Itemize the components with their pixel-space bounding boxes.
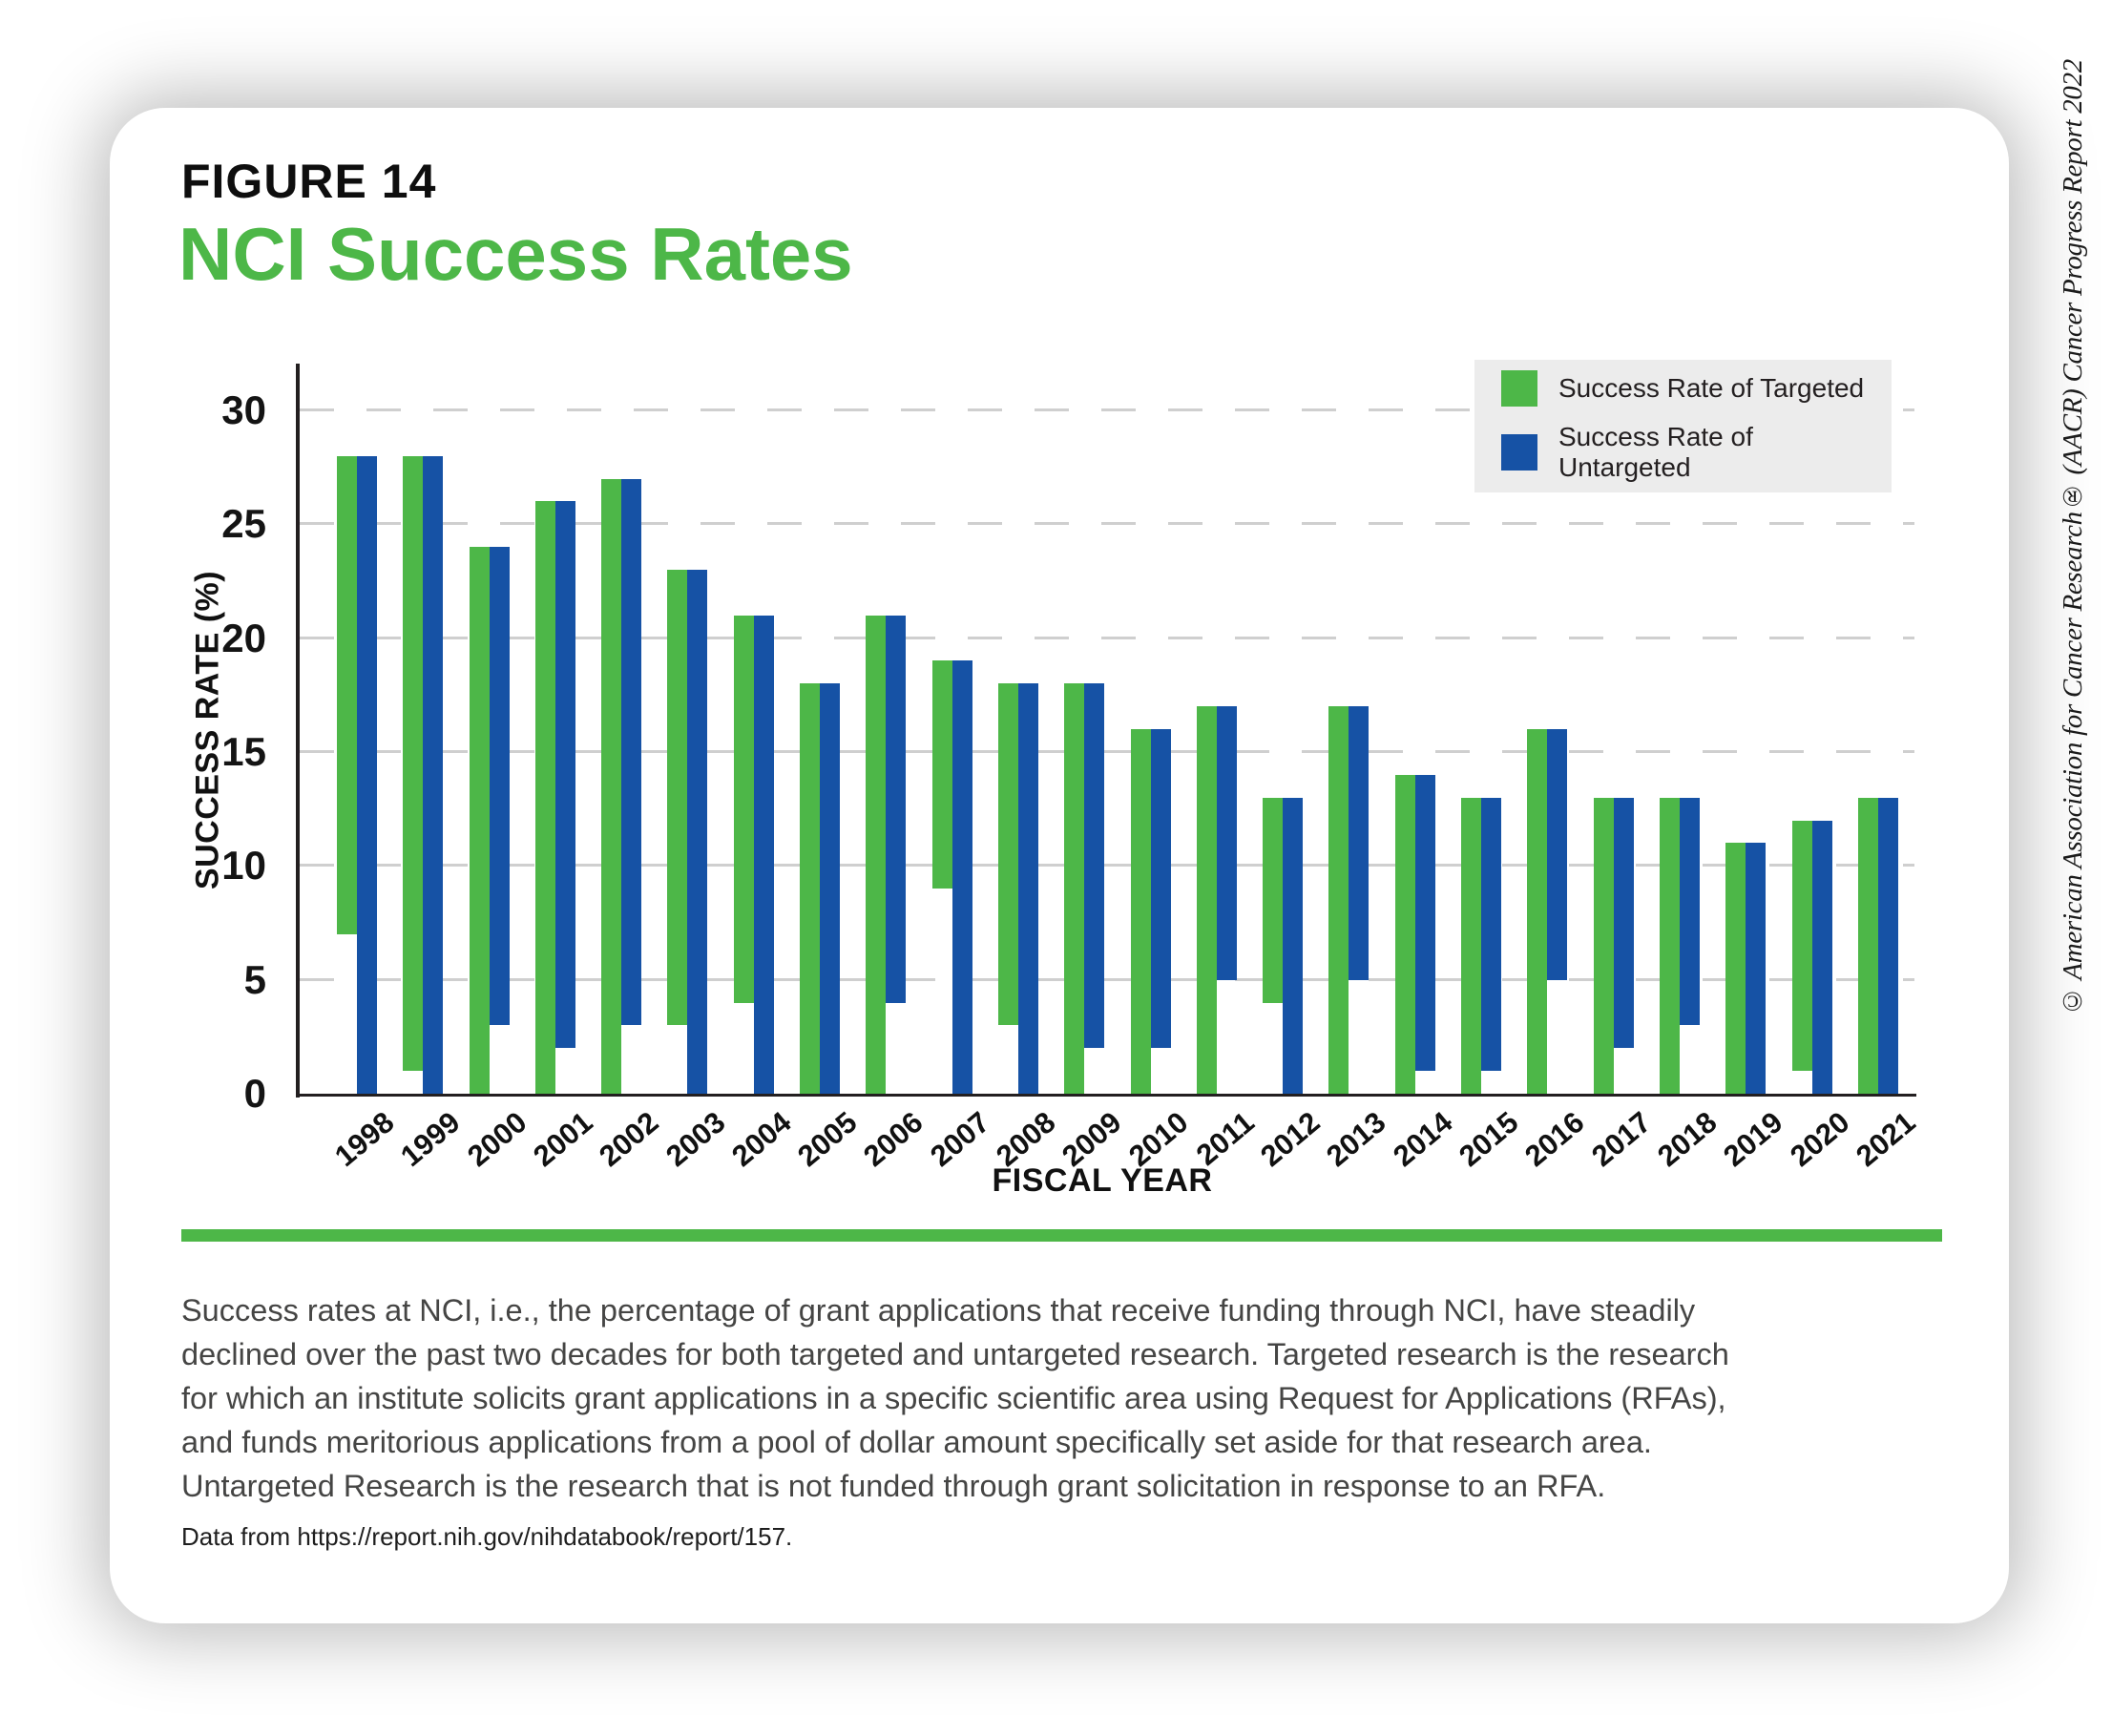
caption-line: and funds meritorious applications from a pool of dollar amount specifically set aside for that research area. [181, 1425, 1652, 1459]
bar-group [1725, 843, 1766, 1094]
x-tick-cell [923, 1094, 996, 1199]
bar-group [1131, 729, 1171, 1094]
bar [1594, 798, 1614, 1094]
bar [886, 616, 906, 1003]
x-tick-cell [1651, 1094, 1724, 1199]
bar [667, 570, 687, 1025]
bar-group [1461, 798, 1501, 1094]
x-tick-label: 1998 [328, 1105, 401, 1174]
bar [998, 683, 1018, 1025]
x-tick-label: 2018 [1651, 1105, 1724, 1174]
bar [423, 456, 443, 1094]
bar [1614, 798, 1634, 1049]
bar-group [1858, 798, 1898, 1094]
x-tick-label: 2008 [990, 1105, 1062, 1174]
x-tick-label: 2019 [1717, 1105, 1789, 1174]
bar [470, 547, 490, 1094]
bar [1131, 729, 1151, 1094]
bar-group [1527, 729, 1567, 1094]
bar [555, 501, 575, 1048]
bar [1746, 843, 1766, 1094]
x-tick-cell [1717, 1094, 1789, 1199]
bar-group [601, 479, 641, 1094]
bar [1084, 683, 1104, 1048]
y-tick-label: 10 [221, 843, 266, 889]
bar [490, 547, 510, 1025]
x-tick-label: 2007 [923, 1105, 996, 1174]
bar [1725, 843, 1746, 1094]
bar [1349, 706, 1369, 979]
bar-group [866, 616, 906, 1094]
bar [1217, 706, 1237, 979]
x-tick-label: 2011 [1189, 1105, 1261, 1173]
bar [866, 616, 886, 1094]
bar [1064, 683, 1084, 1094]
caption-line: Untargeted Research is the research that is not funded through grant solicitation in response to an RFA. [181, 1469, 1606, 1503]
bar [621, 479, 641, 1026]
x-tick-cell [724, 1094, 798, 1199]
bar [734, 616, 754, 1003]
x-tick-cell [593, 1094, 665, 1199]
x-tick-label: 2001 [527, 1105, 599, 1174]
bar [1547, 729, 1567, 980]
x-tick-label: 2016 [1518, 1105, 1591, 1174]
bar [1263, 798, 1283, 1003]
x-tick-label: 2004 [724, 1105, 798, 1174]
x-tick-cell [1254, 1094, 1327, 1199]
caption-line: declined over the past two decades for both targeted and untargeted research. Targeted research is the research [181, 1337, 1729, 1371]
y-tick-label: 0 [243, 1071, 266, 1116]
bar-group [1263, 798, 1303, 1094]
x-tick-label: 2009 [1056, 1105, 1128, 1174]
bar-group [1064, 683, 1104, 1094]
x-tick-cell [460, 1094, 533, 1199]
copyright-credit: © American Association for Cancer Research® (AACR) Cancer Progress Report 2022 [2058, 59, 2088, 1016]
bar [1858, 798, 1878, 1094]
bar-group [1792, 821, 1832, 1094]
bar-group [800, 683, 840, 1094]
y-tick-label: 15 [221, 728, 266, 774]
bar [1461, 798, 1481, 1094]
bar [1415, 775, 1435, 1071]
x-tick-label: 2015 [1453, 1105, 1525, 1174]
caption-line: Success rates at NCI, i.e., the percentage of grant applications that receive funding through NCI, have steadily [181, 1293, 1696, 1328]
bar [1660, 798, 1680, 1094]
x-tick-cell [1320, 1094, 1392, 1199]
bar [1481, 798, 1501, 1071]
x-tick-label: 2017 [1584, 1105, 1658, 1174]
bar [337, 456, 357, 934]
bar-group [667, 570, 707, 1094]
x-tick-label: 2006 [857, 1105, 930, 1174]
bar [687, 570, 707, 1094]
bar [1527, 729, 1547, 1094]
x-tick-label: 2014 [1386, 1105, 1459, 1174]
bar [1792, 821, 1812, 1072]
page-title: NCI Success Rates [178, 212, 853, 296]
caption-line: for which an institute solicits grant applications in a specific scientific area using Request for Applications (RFAs), [181, 1381, 1726, 1415]
x-tick-cell [791, 1094, 864, 1199]
x-tick-label: 2012 [1254, 1105, 1327, 1174]
caption [181, 1288, 1956, 1508]
bar [932, 660, 952, 889]
bar-group [734, 616, 774, 1094]
x-tick-label: 2003 [659, 1105, 731, 1174]
bar [1680, 798, 1700, 1026]
x-tick-label: 2013 [1320, 1105, 1392, 1174]
y-tick-label: 20 [221, 615, 266, 660]
y-tick-label: 30 [221, 387, 266, 432]
x-tick-cell [1849, 1094, 1922, 1199]
y-tick-label: 25 [221, 501, 266, 547]
x-tick-cell [857, 1094, 930, 1199]
legend-label: Success Rate of Untargeted [1558, 421, 1753, 482]
x-tick-cell [328, 1094, 401, 1199]
y-tick-label: 5 [243, 956, 266, 1002]
bar [535, 501, 555, 1094]
bar [1328, 706, 1349, 1094]
x-tick-cell [1783, 1094, 1856, 1199]
legend-label: Success Rate of Targeted [1558, 372, 1865, 403]
x-tick-label: 2002 [593, 1105, 665, 1174]
bar [357, 456, 377, 1094]
x-tick-label: 1999 [394, 1105, 467, 1174]
figure-card [110, 108, 2009, 1623]
bar [952, 660, 972, 1094]
bar [1151, 729, 1171, 1048]
bar [601, 479, 621, 1094]
bar-group [1197, 706, 1237, 1094]
x-tick-label: 2021 [1849, 1105, 1922, 1174]
bar [1197, 706, 1217, 1094]
bar-group [535, 501, 575, 1094]
x-axis-title: FISCAL YEAR [992, 1162, 1213, 1199]
bar [1395, 775, 1415, 1094]
bar [1878, 798, 1898, 1094]
x-tick-label: 2000 [460, 1105, 533, 1174]
bar-group [932, 660, 972, 1094]
bar [754, 616, 774, 1094]
legend-item-targeted [1501, 370, 1892, 407]
bar-group [403, 456, 443, 1094]
x-tick-cell [1584, 1094, 1658, 1199]
y-axis-title: SUCCESS RATE (%) [189, 570, 226, 890]
targeted-swatch-icon [1501, 370, 1537, 407]
bar-group [1594, 798, 1634, 1094]
x-tick-label: 2020 [1783, 1105, 1856, 1174]
data-source: Data from https://report.nih.gov/nihdatabook/report/157. [181, 1522, 793, 1551]
divider-rule [181, 1229, 1942, 1242]
x-tick-cell [527, 1094, 599, 1199]
bar [403, 456, 423, 1071]
y-axis-line [296, 364, 300, 1098]
untargeted-swatch-icon [1501, 434, 1537, 471]
figure-label: FIGURE 14 [181, 155, 437, 208]
bar-group [1328, 706, 1369, 1094]
bar-group [337, 456, 377, 1094]
legend-item-untargeted [1501, 422, 1892, 483]
bar [820, 683, 840, 1094]
bar-group [998, 683, 1038, 1094]
x-tick-label: 2010 [1121, 1105, 1195, 1174]
x-tick-cell [1518, 1094, 1591, 1199]
bar [1283, 798, 1303, 1094]
x-tick-cell [659, 1094, 731, 1199]
bar [1812, 821, 1832, 1094]
bar [800, 683, 820, 1094]
bar-group [1660, 798, 1700, 1094]
x-tick-cell [1453, 1094, 1525, 1199]
bar-group [1395, 775, 1435, 1094]
bar [1018, 683, 1038, 1094]
bar-group [470, 547, 510, 1094]
x-tick-cell [1386, 1094, 1459, 1199]
x-tick-label: 2005 [791, 1105, 864, 1174]
legend [1474, 360, 1892, 492]
x-tick-cell [394, 1094, 467, 1199]
